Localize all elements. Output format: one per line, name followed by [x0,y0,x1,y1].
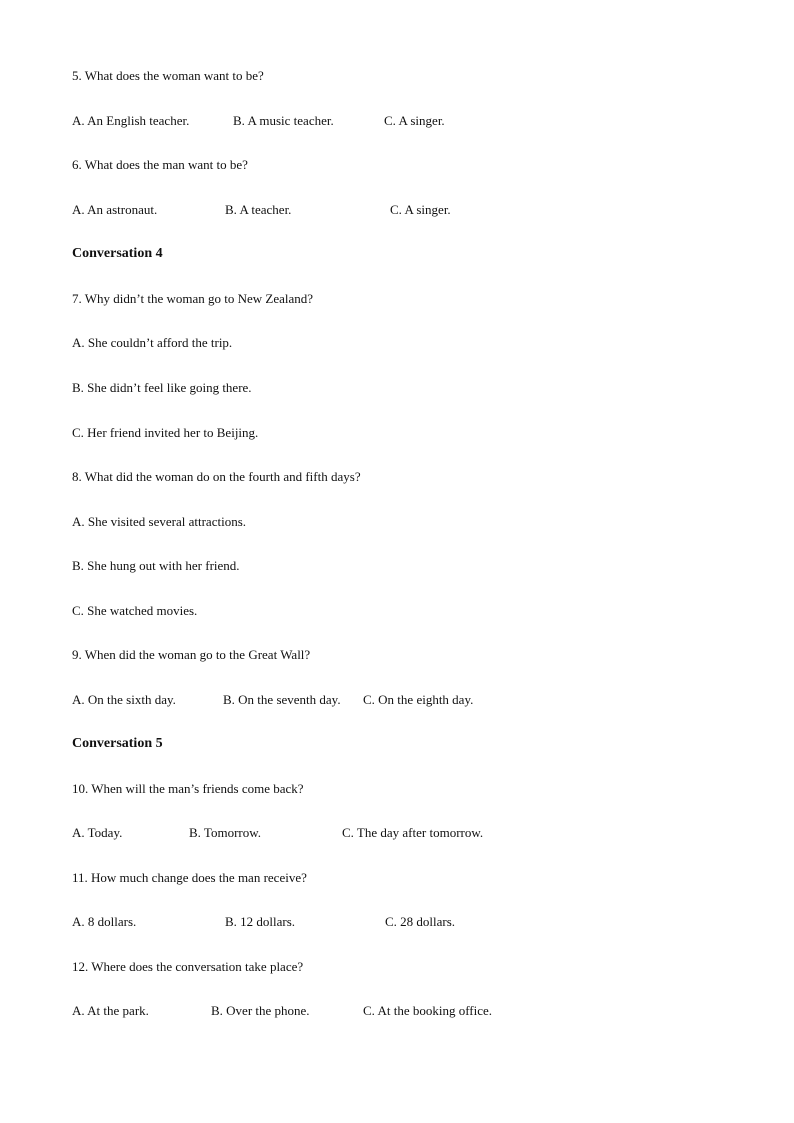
question-12: 12. Where does the conversation take place? [72,959,304,974]
section-heading-conversation-5: Conversation 5 [72,736,163,751]
option-c: C. At the booking office. [363,1003,493,1018]
option-b: B. 12 dollars. [225,914,296,929]
question-9: 9. When did the woman go to the Great Wall? [72,647,311,662]
option-a: A. An astronaut. [72,202,158,217]
option-c: C. A singer. [390,202,451,217]
option-c: C. On the eighth day. [363,692,474,707]
option-c: C. A singer. [384,113,445,128]
option-a: A. An English teacher. [72,113,190,128]
question-8-option-a: A. She visited several attractions. [72,514,247,529]
question-7: 7. Why didn’t the woman go to New Zealand? [72,291,314,306]
option-c: C. 28 dollars. [385,914,456,929]
question-10: 10. When will the man’s friends come back? [72,781,304,796]
question-7-option-c: C. Her friend invited her to Beijing. [72,425,259,440]
question-5: 5. What does the woman want to be? [72,68,264,83]
option-a: A. 8 dollars. [72,914,137,929]
option-b: B. Tomorrow. [189,825,262,840]
option-b: B. A music teacher. [233,113,334,128]
option-b: B. A teacher. [225,202,292,217]
option-a: A. On the sixth day. [72,692,176,707]
option-b: B. Over the phone. [211,1003,310,1018]
section-heading-conversation-4: Conversation 4 [72,246,163,261]
question-7-option-a: A. She couldn’t afford the trip. [72,335,233,350]
question-11: 11. How much change does the man receive? [72,870,307,885]
question-8: 8. What did the woman do on the fourth and fifth days? [72,469,361,484]
option-c: C. The day after tomorrow. [342,825,484,840]
option-b: B. On the seventh day. [223,692,341,707]
question-7-option-b: B. She didn’t feel like going there. [72,380,252,395]
option-a: A. At the park. [72,1003,149,1018]
question-8-option-b: B. She hung out with her friend. [72,558,240,573]
question-6: 6. What does the man want to be? [72,157,248,172]
option-a: A. Today. [72,825,123,840]
question-8-option-c: C. She watched movies. [72,603,198,618]
